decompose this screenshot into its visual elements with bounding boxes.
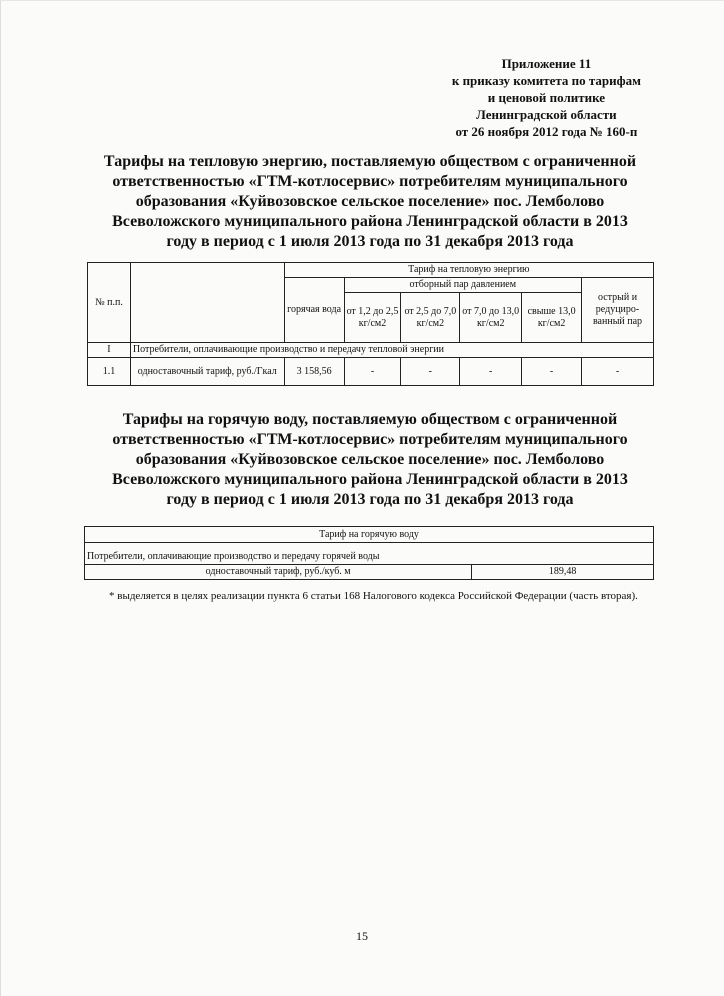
col-header-pressure-1: от 1,2 до 2,5 кг/см2 [344, 293, 401, 343]
sharp-steam-value: - [582, 358, 654, 386]
col-header-hot-water: горячая вода [284, 278, 344, 343]
section-label: Потребители, оплачивающие производство и передачу тепловой энергии [130, 343, 653, 358]
section-num: I [88, 343, 131, 358]
col-header-pressure-4: свыше 13,0 кг/см2 [522, 293, 582, 343]
title-line: Всеволожского муниципального района Ленинградской области в 2013 [112, 213, 628, 230]
row-num: 1.1 [88, 358, 131, 386]
group-header-steam: отборный пар давлением [344, 278, 582, 293]
page-number: 15 [356, 929, 368, 943]
hot-water-tariff-title [80, 410, 660, 510]
appendix-line: к приказу комитета по тарифам [451, 73, 641, 88]
col-header-pressure-2: от 2,5 до 7,0 кг/см2 [401, 293, 460, 343]
hot-water-value: 3 158,56 [284, 358, 344, 386]
appendix-line: от 26 ноября 2012 года № 160-п [455, 124, 638, 139]
title-line: ответственностью «ГТМ-котлосервис» потребителям муниципального [112, 431, 628, 448]
title-line: году в период с 1 июля 2013 года по 31 декабря 2013 года [166, 233, 574, 250]
title-line: образования «Куйвозовское сельское поселение» пос. Лемболово [135, 193, 605, 210]
col-header-pressure-3: от 7,0 до 13,0 кг/см2 [460, 293, 522, 343]
row-label: одноставочный тариф, руб./Гкал [130, 358, 284, 386]
pressure-2-value: - [401, 358, 460, 386]
heating-tariff-title [80, 152, 660, 252]
hot-water-tariff-table [84, 526, 654, 580]
row-label: одноставочный тариф, руб./куб. м [85, 565, 472, 580]
footnote: * выделяется в целях реализации пункта 6 статьи 168 Налогового кодекса Российской Федерации (часть вторая). [109, 590, 638, 602]
appendix-line: и ценовой политике [487, 90, 606, 105]
hot-water-value: 189,48 [472, 565, 654, 580]
title-line: ответственностью «ГТМ-котлосервис» потребителям муниципального [112, 173, 628, 190]
appendix-line: Приложение 11 [501, 56, 592, 71]
pressure-4-value: - [522, 358, 582, 386]
section-label: Потребители, оплачивающие производство и передачу горячей воды [85, 543, 654, 565]
appendix-block [452, 55, 641, 140]
group-header-heat-tariff: Тариф на тепловую энергию [284, 263, 653, 278]
pressure-1-value: - [344, 358, 401, 386]
hot-water-header: Тариф на горячую воду [85, 527, 654, 543]
title-line: образования «Куйвозовское сельское поселение» пос. Лемболово [135, 451, 605, 468]
title-line: году в период с 1 июля 2013 года по 31 декабря 2013 года [166, 491, 574, 508]
heating-tariff-table [87, 262, 654, 386]
title-line: Всеволожского муниципального района Ленинградской области в 2013 [112, 471, 628, 488]
appendix-line: Ленинградской области [476, 107, 617, 122]
title-line: Тарифы на тепловую энергию, поставляемую обществом с ограниченной [103, 153, 637, 170]
pressure-3-value: - [460, 358, 522, 386]
col-header-sharp-steam: острый и редуциро-ванный пар [582, 278, 654, 343]
title-line: Тарифы на горячую воду, поставляемую обществом с ограниченной [122, 411, 618, 428]
col-header-num: № п.п. [88, 263, 131, 343]
col-header-blank [130, 263, 284, 343]
